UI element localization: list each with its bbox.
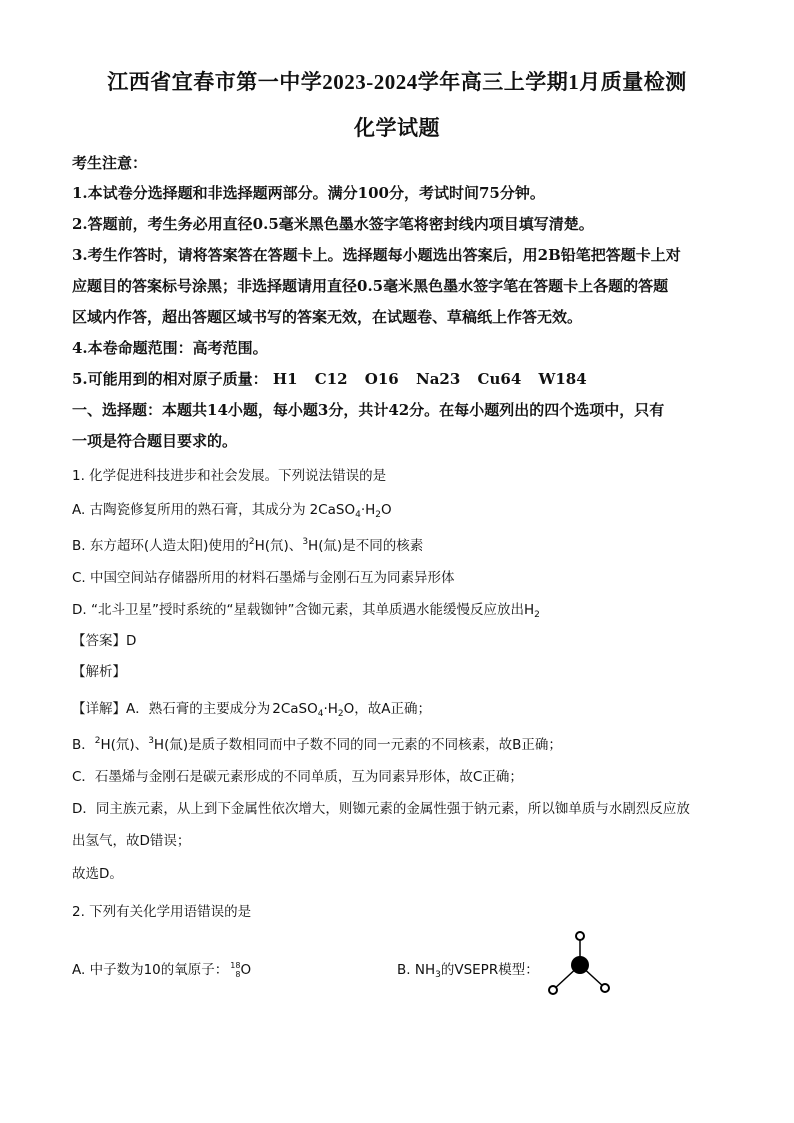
q1-option-d: D. “北斗卫星”授时系统的“星载铷钟”含铷元素，其单质遇水能缓慢反应放出$H_2$ (72, 602, 540, 620)
atom-right (601, 984, 609, 992)
atom-left (549, 986, 557, 994)
oxygen-isotope-notation: 18 8 (230, 961, 241, 979)
exam-title: 江西省宜春市第一中学2023-2024学年高三上学期1月质量检测 (107, 70, 687, 94)
notice-item-2: 2.答题前，考生务必用直径0.5毫米黑色墨水签字笔将密封线内项目填写清楚。 (72, 215, 594, 233)
q1-a-formula: $2CaSO_4\cdot H_2O$ (309, 502, 392, 520)
atomic-mass-w: W184 (538, 370, 587, 388)
q1-detail-b: B．$^2$H(氘)、$^3$H(氚)是质子数相同而中子数不同的同一元素的不同核素，故B正确； (72, 736, 562, 753)
notice-item-3-line-1: 3.考生作答时，请将答案答在答题卡上。选择题每小题选出答案后，用2B铅笔把答题卡上对 (72, 246, 681, 264)
q1-option-c: C. 中国空间站存储器所用的材料石墨烯与金刚石互为同素异形体 (72, 570, 455, 586)
notice-item-3-line-2: 应题目的答案标号涂黑；非选择题请用直径0.5毫米黑色墨水签字笔在答题卡上各题的答题 (72, 277, 669, 295)
atomic-mass-na: Na23 (415, 370, 461, 388)
q2-option-a: A. 中子数为10的氧原子： 18 8 O (72, 961, 252, 979)
section-1-heading-line-1: 一、选择题：本题共14小题，每小题3分，共计42分。在每小题列出的四个选项中，只有 (72, 401, 665, 419)
q2-stem: 2. 下列有关化学用语错误的是 (72, 904, 252, 920)
q1-answer: 【答案】D (72, 633, 137, 649)
q1-analysis-label: 【解析】 (72, 664, 126, 680)
notice-item-3-line-3: 区域内作答，超出答题区域书写的答案无效，在试题卷、草稿纸上作答无效。 (72, 308, 583, 326)
atom-top (576, 932, 584, 940)
q2-option-b: B. $NH_3$的VSEPR模型： (397, 962, 539, 980)
notice-item-1: 1.本试卷分选择题和非选择题两部分。满分100分，考试时间75分钟。 (72, 184, 545, 202)
q1-conclusion: 故选D。 (72, 866, 123, 882)
q1-option-b: B. 东方超环(人造太阳)使用的$^2$H(氘)、$^3$H(氚)是不同的核素 (72, 537, 424, 554)
section-1-heading-line-2: 一项是符合题目要求的。 (72, 432, 238, 450)
central-atom (571, 956, 589, 974)
atomic-mass-h: H1 (272, 370, 298, 388)
notice-item-4: 4.本卷命题范围：高考范围。 (72, 339, 268, 357)
atomic-mass-cu: Cu64 (477, 370, 522, 388)
atomic-mass-label: 5.可能用到的相对原子质量： (72, 370, 268, 388)
q1-detail-a: 【详解】A．熟石膏的主要成分为 $2CaSO_4\cdot H_2O$，故A正确； (72, 701, 432, 719)
q1-detail-d-line-2: 出氢气，故D错误； (72, 833, 191, 849)
q1-option-a: A. 古陶瓷修复所用的熟石膏，其成分为 $2CaSO_4\cdot H_2O$ (72, 502, 392, 520)
atomic-mass-c: C12 (314, 370, 348, 388)
exam-subtitle: 化学试题 (354, 116, 440, 140)
q1-detail-c: C．石墨烯与金刚石是碳元素形成的不同单质，互为同素异形体，故C正确； (72, 769, 523, 785)
q1-detail-d-line-1: D．同主族元素，从上到下金属性依次增大，则铷元素的金属性强于钠元素，所以铷单质与水剧烈反应放 (72, 801, 690, 817)
atomic-mass-o: O16 (364, 370, 399, 388)
notice-heading: 考生注意： (72, 154, 148, 172)
notice-item-5 (72, 368, 599, 389)
q1-stem: 1. 化学促进科技进步和社会发展。下列说法错误的是 (72, 468, 387, 484)
vsepr-model-diagram (540, 928, 620, 1000)
